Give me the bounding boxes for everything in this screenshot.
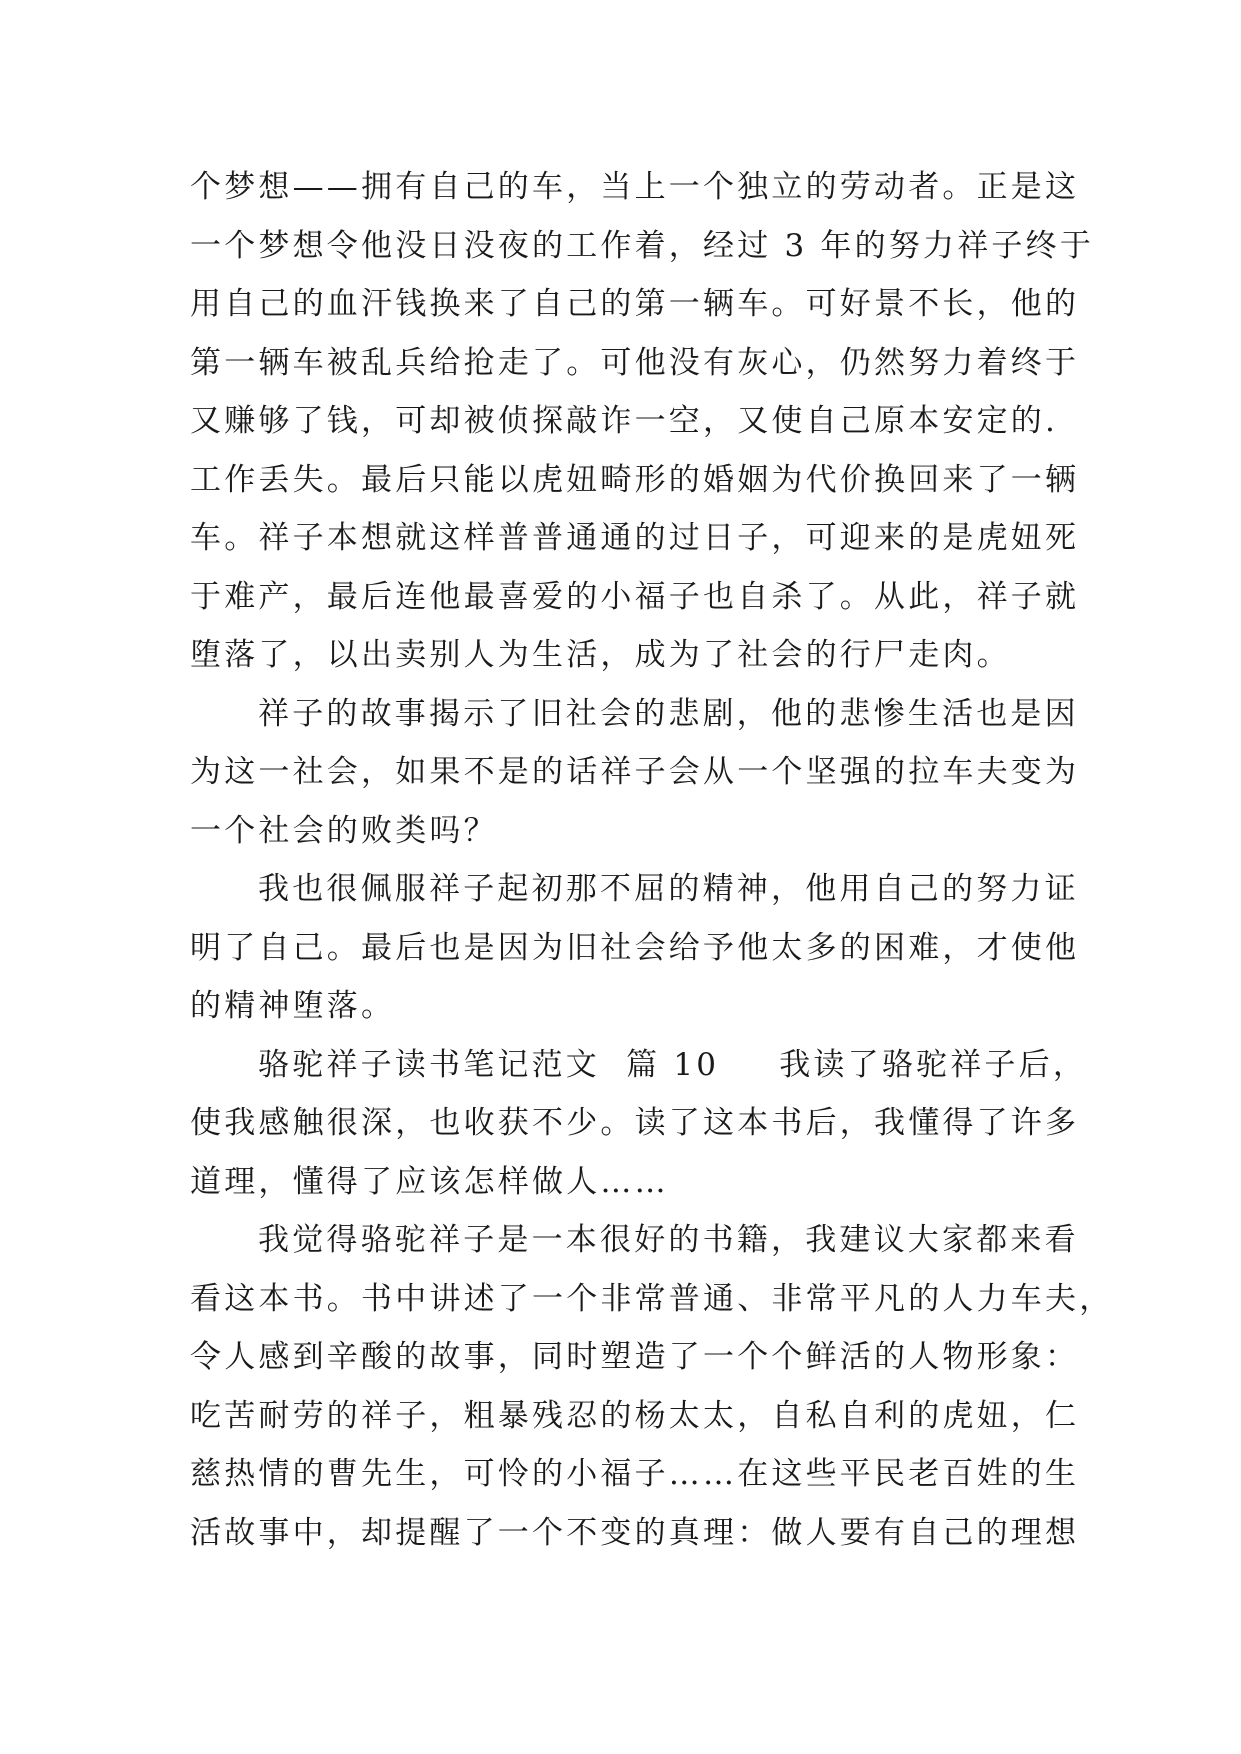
text-line: 于难产，最后连他最喜爱的小福子也自杀了。从此，祥子就 bbox=[190, 578, 1080, 615]
text-line: 慈热情的曹先生，可怜的小福子……在这些平民老百姓的生 bbox=[190, 1456, 1080, 1492]
text-line: 看这本书。书中讲述了一个非常普通、非常平凡的人力车夫， bbox=[190, 1280, 1114, 1317]
text-line: 明了自己。最后也是因为旧社会给予他太多的困难，才使他 bbox=[190, 929, 1080, 966]
section-heading-line bbox=[190, 1036, 1088, 1095]
text-line: 第一辆车被乱兵给抢走了。可他没有灰心，仍然努力着终于 bbox=[190, 344, 1080, 381]
text-line: 车。祥子本想就这样普普通通的过日子，可迎来的是虎妞死 bbox=[190, 520, 1080, 556]
paragraph-2 bbox=[190, 685, 1080, 861]
paragraph-1 bbox=[190, 158, 1095, 685]
text-line: 道理，懂得了应该怎样做人…… bbox=[190, 1163, 669, 1200]
text-line: 个梦想——拥有自己的车，当上一个独立的劳动者。正是这 bbox=[190, 169, 1080, 205]
text-line: 使我感触很深，也收获不少。读了这本书后，我懂得了许多 bbox=[190, 1105, 1080, 1141]
text-line: 一个梦想令他没日没夜的工作着，经过 3 年的努力祥子终于 bbox=[190, 227, 1095, 264]
text-line: 的精神堕落。 bbox=[190, 988, 396, 1024]
text-line: 吃苦耐劳的祥子，粗暴残忍的杨太太，自私自利的虎妞，仁 bbox=[190, 1397, 1080, 1434]
text-line: 堕落了，以出卖别人为生活，成为了社会的行尸走肉。 bbox=[190, 637, 1011, 673]
text-line: 用自己的血汗钱换来了自己的第一辆车。可好景不长，他的 bbox=[190, 286, 1080, 322]
text-line: 工作丢失。最后只能以虎妞畸形的婚姻为代价换回来了一辆 bbox=[190, 461, 1080, 498]
text-line: 又赚够了钱，可却被侦探敲诈一空，又使自己原本安定的. bbox=[190, 403, 1059, 439]
text-line: 一个社会的败类吗？ bbox=[190, 812, 498, 849]
text-line: 为这一社会，如果不是的话祥子会从一个坚强的拉车夫变为 bbox=[190, 754, 1080, 790]
paragraph-5 bbox=[190, 1211, 1114, 1562]
text-line: 活故事中，却提醒了一个不变的真理：做人要有自己的理想 bbox=[190, 1514, 1080, 1551]
section-heading: 骆驼祥子读书笔记范文 篇 10 bbox=[258, 1046, 720, 1083]
paragraph-3 bbox=[190, 860, 1080, 1036]
text-line: 令人感到辛酸的故事，同时塑造了一个个鲜活的人物形象： bbox=[190, 1339, 1080, 1375]
text-line: 我觉得骆驼祥子是一本很好的书籍，我建议大家都来看 bbox=[258, 1222, 1079, 1258]
text-line: 我也很佩服祥子起初那不屈的精神，他用自己的努力证 bbox=[258, 871, 1079, 907]
document-body bbox=[190, 158, 1114, 1562]
text-line: 祥子的故事揭示了旧社会的悲剧，他的悲惨生活也是因 bbox=[258, 695, 1079, 732]
text-line-rest: 我读了骆驼祥子后， bbox=[779, 1046, 1088, 1083]
paragraph-4 bbox=[190, 1036, 1088, 1212]
